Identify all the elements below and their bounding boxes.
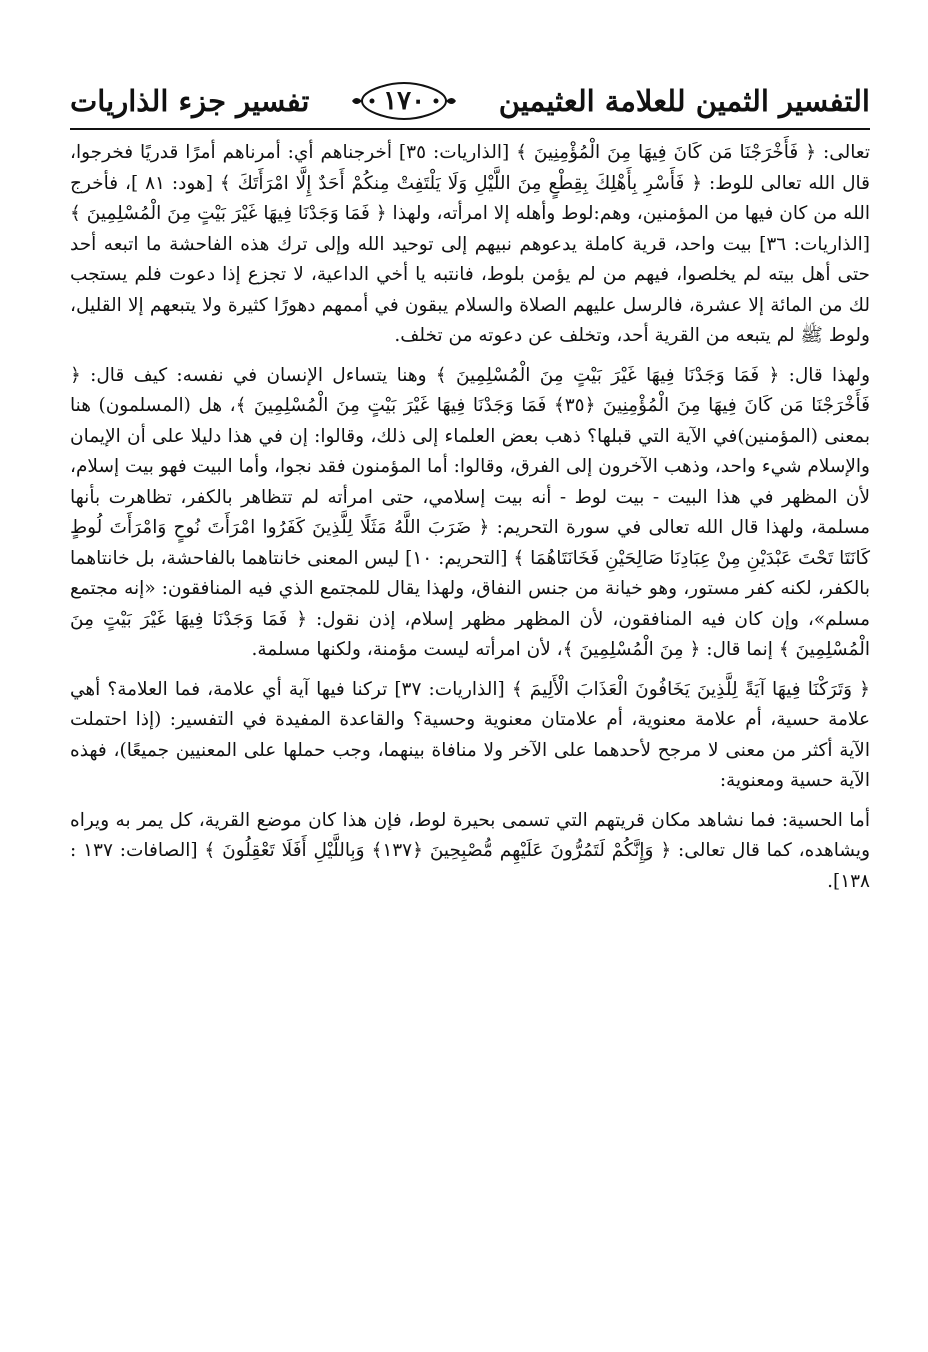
paragraph-4: أما الحسية: فما نشاهد مكان قريتهم التي تسمى بحيرة لوط، فإن هذا كان موضع القرية، كل يمر به ويراه ويشاهده، كما قال تعالى: ﴿ وَإِنَّكُمْ لَتَمُرُّونَ عَلَيْهِم مُّصْبِحِينَ ﴿١٣٧﴾ وَبِاللَّيْلِ أَفَلَا تَعْقِلُونَ ﴾ [الصافات: ١٣٧ : ١٣٨].	[70, 809, 871, 892]
paragraph-3: ﴿ وَتَرَكْنَا فِيهَا آيَةً لِلَّذِينَ يَخَافُونَ الْعَذَابَ الْأَلِيمَ ﴾ [الذاريات: ٣٧] تركنا فيها آية أي علامة، فما العلامة؟ أهي علامة حسية، أم علامة معنوية، أم علامتان معنوية وحسية؟ والقاعدة المفيدة في التفسير: (إذا احتملت الآية أكثر من معنى لا مرجح لأحدهما على الآخر ولا منافاة بينهما، وجب حملها على المعنيين جميعًا)، فهذه الآية حسية ومعنوية:	[70, 678, 870, 791]
book-title: التفسير الثمين للعلامة العثيمين	[498, 84, 870, 118]
page-number-ornament	[350, 81, 458, 121]
section-title: تفسير جزء الذاريات	[70, 84, 310, 118]
page-header	[70, 72, 870, 130]
paragraph-2: ولهذا قال: ﴿ فَمَا وَجَدْنَا فِيهَا غَيْرَ بَيْتٍ مِنَ الْمُسْلِمِينَ ﴾ وهنا يتساءل الإنسان في نفسه: كيف قال: ﴿ فَأَخْرَجْنَا مَن كَانَ فِيهَا مِنَ الْمُؤْمِنِينَ ﴿٣٥﴾ فَمَا وَجَدْنَا فِيهَا غَيْرَ بَيْتٍ مِنَ الْمُسْلِمِينَ ﴾، هل (المسلمون) هنا بمعنى (المؤمنين)في الآية التي قبلها؟ ذهب بعض العلماء إلى ذلك، وقالوا: إن في هذا دليلا على أن الإيمان والإسلام شيء واحد، وذهب الآخرون إلى الفرق، وقالوا: أما المؤمنون فقد نجوا، وأما البيت فهو بيت إسلام، لأن المظهر في هذا البيت - بيت لوط - أنه بيت إسلامي، حتى امرأته لم تتظاهر بالكفر، تظاهرت بأنها مسلمة، ولهذا قال الله تعالى في سورة التحريم: ﴿ ضَرَبَ اللَّهُ مَثَلًا لِلَّذِينَ كَفَرُوا امْرَأَتَ نُوحٍ وَامْرَأَتَ لُوطٍ كَانَتَا تَحْتَ عَبْدَيْنِ مِنْ عِبَادِنَا صَالِحَيْنِ فَخَانَتَاهُمَا ﴾ [التحريم: ١٠] ليس المعنى خانتاهما بالفاحشة، بل خانتاهما بالكفر، لكنه كفر مستور، وهو خيانة من جنس النفاق، ولهذا يقال للمجتمع الذي فيه المنافقون: «إنه مجتمع مسلم»، وإن كان فيه المنافقون، لأن المظهر مظهر إسلام، إذن نقول: ﴿ فَمَا وَجَدْنَا فِيهَا غَيْرَ بَيْتٍ مِنَ الْمُسْلِمِينَ ﴾ إنما قال: ﴿ مِنَ الْمُسْلِمِينَ ﴾، لأن امرأته ليست مؤمنة، ولكنها مسلمة.	[70, 364, 870, 660]
page-number: ١٧٠	[383, 86, 426, 116]
book-page	[70, 72, 870, 1322]
page-body	[70, 138, 870, 906]
paragraph-1: تعالى: ﴿ فَأَخْرَجْنَا مَن كَانَ فِيهَا مِنَ الْمُؤْمِنِينَ ﴾ [الذاريات: ٣٥] أخرجناهم أي: أمرناهم أمرًا قدريًا فخرجوا، قال الله تعالى للوط: ﴿ فَأَسْرِ بِأَهْلِكَ بِقِطْعٍ مِنَ اللَّيْلِ وَلَا يَلْتَفِتْ مِنكُمْ أَحَدٌ إِلَّا امْرَأَتَكَ ﴾ [هود: ٨١ ]، فأخرج الله من كان فيها من المؤمنين، وهم:لوط وأهله إلا امرأته، ولهذا ﴿ فَمَا وَجَدْنَا فِيهَا غَيْرَ بَيْتٍ مِنَ الْمُسْلِمِينَ ﴾ [الذاريات: ٣٦] بيت واحد، قرية كاملة يدعوهم نبيهم إلى توحيد الله وإلى ترك هذه الفاحشة ما اتبعه أحد حتى أهل بيته لم يخلصوا، فيهم من لم يؤمن بلوط، فانتبه يا أخي الداعية، لا تجزع إذا دعوت فلم يستجب لك من المائة إلا عشرة، فالرسل عليهم الصلاة والسلام يبقون في أممهم دهورًا كثيرة ولا يتبعهم إلا القليل، ولوط ﷺ لم يتبعه من القرية أحد، وتخلف عن دعوته من تخلف.	[70, 142, 870, 346]
header-divider	[70, 128, 870, 130]
